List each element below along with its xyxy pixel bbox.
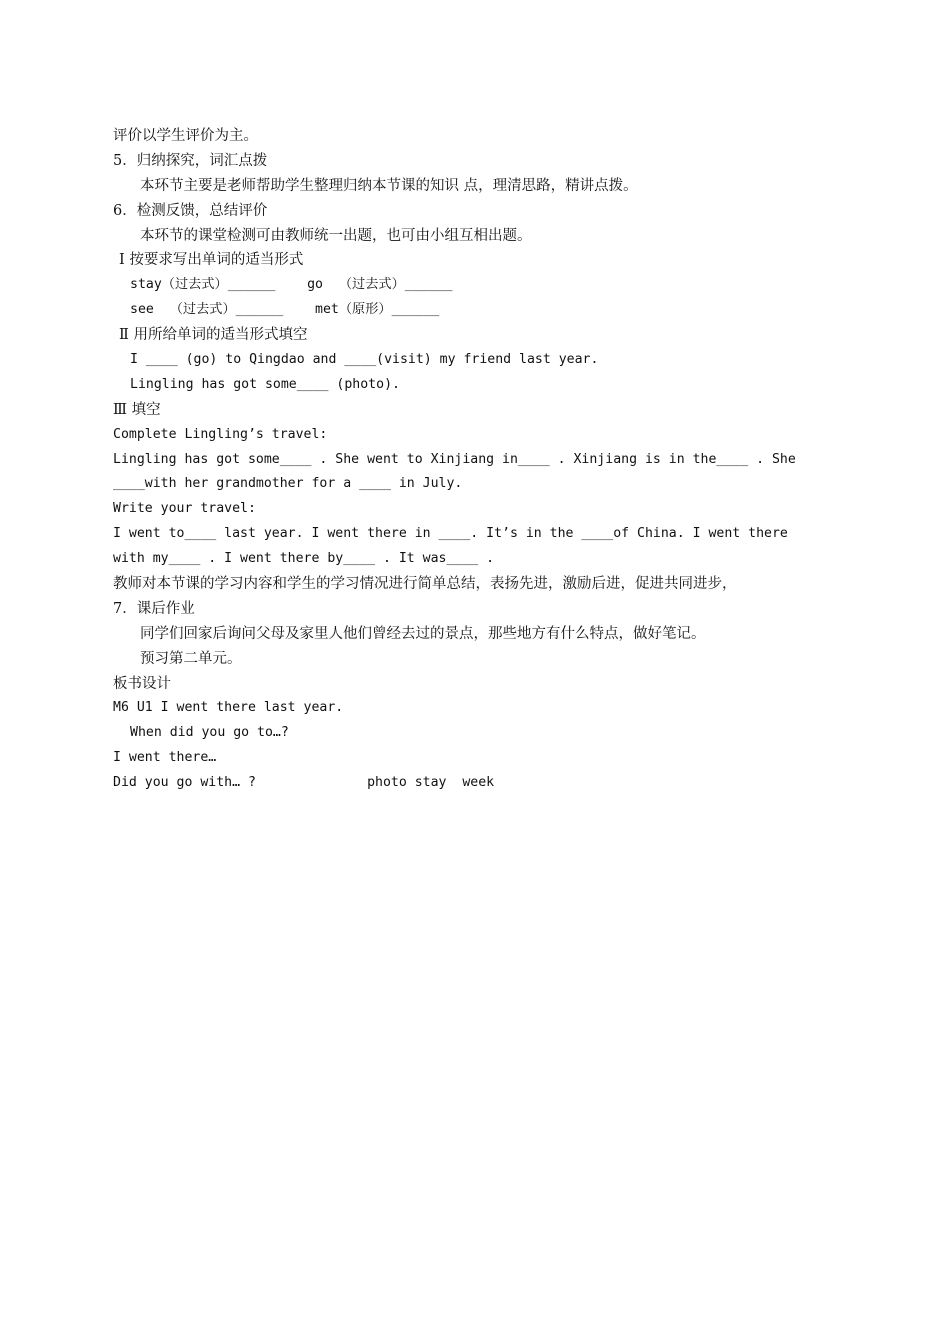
- text-span: I went to____ last year. I went there in ____. It’s in the ____of China. I went there: [113, 526, 788, 542]
- section-heading-6: 6．检测反馈，总结评价: [113, 202, 268, 219]
- section-heading-7: 7．课后作业: [113, 600, 195, 617]
- text-line: 本环节的课堂检测可由教师统一出题，也可由小组互相出题。: [140, 227, 532, 244]
- exercise-line: [113, 448, 837, 473]
- text-span: Lingling has got some____ . She went to Xinjiang in____ . Xinjiang is in the____ . She: [113, 451, 796, 467]
- document-page: [113, 124, 837, 796]
- exercise-line: with my____ . I went there by____ . It was____ .: [113, 551, 495, 567]
- exercise-line: Lingling has got some____ (photo).: [130, 376, 400, 392]
- section-heading-board: 板书设计: [113, 675, 171, 692]
- exercise-heading-2: Ⅱ 用所给单词的适当形式填空: [119, 327, 308, 344]
- text-line: 同学们回家后询问父母及家里人他们曾经去过的景点，那些地方有什么特点，做好笔记。: [140, 625, 706, 642]
- board-line: Did you go with… ? photo stay week: [113, 775, 495, 791]
- text-line: 评价以学生评价为主。: [113, 128, 258, 144]
- text-line: 预习第二单元。: [140, 650, 242, 667]
- exercise-line: ____with her grandmother for a ____ in July.: [113, 476, 463, 492]
- exercise-line: see （过去式）______ met（原形）______: [130, 302, 440, 318]
- exercise-line: stay（过去式）______ go （过去式）______: [130, 277, 453, 293]
- text-line: 教师对本节课的学习内容和学生的学习情况进行简单总结，表扬先进，激励后进，促进共同进步，: [113, 576, 737, 593]
- board-line: M6 U1 I went there last year.: [113, 700, 344, 716]
- exercise-line: Complete Lingling’s travel:: [113, 426, 328, 442]
- exercise-line: I ____ (go) to Qingdao and ____(visit) my friend last year.: [130, 352, 599, 368]
- board-line: When did you go to…?: [130, 725, 289, 741]
- exercise-line: Write your travel:: [113, 501, 256, 517]
- exercise-heading-3: Ⅲ 填空: [113, 401, 161, 418]
- exercise-line: [113, 522, 837, 547]
- exercise-heading-1: Ⅰ 按要求写出单词的适当形式: [119, 252, 304, 269]
- text-line: 本环节主要是老师帮助学生整理归纳本节课的知识 点，理清思路，精讲点拨。: [140, 177, 638, 194]
- board-line: I went there…: [113, 750, 217, 766]
- section-heading-5: 5．归纳探究，词汇点拨: [113, 152, 268, 169]
